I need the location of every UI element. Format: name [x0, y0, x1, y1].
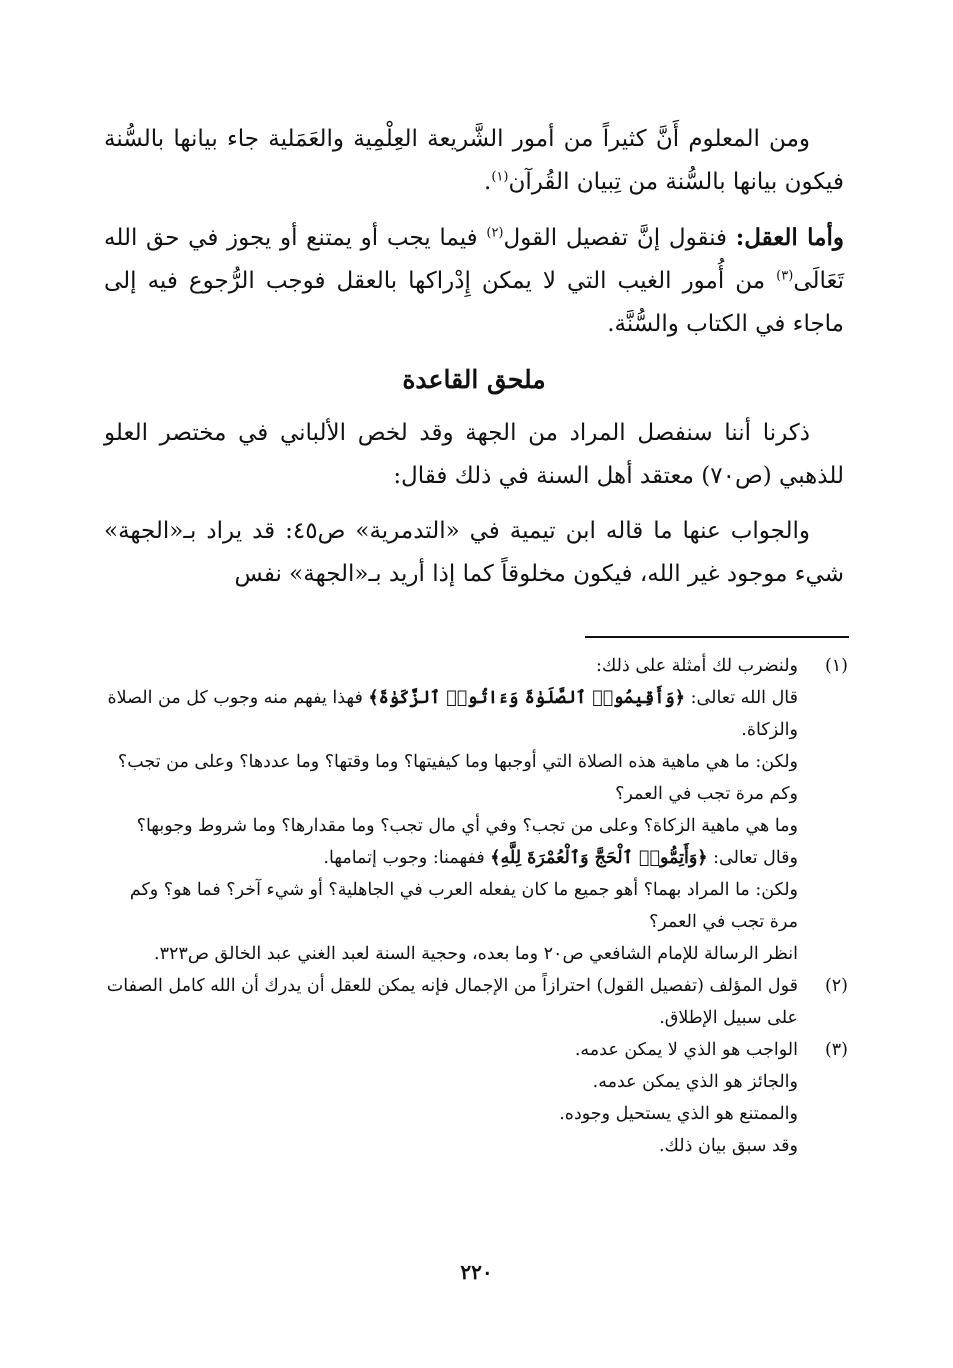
footnote-number: (٢) — [824, 976, 848, 996]
main-text — [104, 118, 844, 608]
footnotes — [104, 650, 848, 1162]
page-number: ٢٢٠ — [460, 1260, 493, 1284]
footnote-ref-1: (١) — [491, 169, 509, 185]
reason-lead: وأما العقل: — [735, 224, 844, 251]
quran-verse: ﴿وَأَقِيمُوا۟ ٱلصَّلَوٰةَ وَءَاتُوا۟ ٱلزَّكَوٰةَ﴾ — [368, 688, 686, 708]
paragraph-appendix-2: والجواب عنها ما قاله ابن تيمية في «التدمرية» ص٤٥: قد يراد بـ«الجهة» شيء موجود غير الله، فيكون مخلوقاً كما إذا أريد بـ«الجهة» نفس — [104, 518, 844, 587]
paragraph-sunnah: ومن المعلوم أَنَّ كثيراً من أمور الشَّريعة العِلْمِية والعَمَلية جاء بيانها بالسُّنة فيكون بيانها بالسُّنة من تِبيان القُرآن$^{(١)}$. — [104, 126, 844, 195]
footnote-separator — [585, 636, 849, 638]
footnote-ref-3: (٣) — [776, 268, 794, 284]
footnote-2: (٢) قول المؤلف (تفصيل القول) احترازاً من الإجمال فإنه يمكن للعقل أن يدرك أن الله كامل الصفات على سبيل الإطلاق. — [104, 970, 848, 1034]
footnote-number: (٣) — [824, 1040, 848, 1060]
quran-verse: ﴿وَأَتِمُّوا۟ ٱلْحَجَّ وَٱلْعُمْرَةَ لِلَّهِ﴾ — [490, 848, 708, 868]
footnote-ref-2: (٢) — [486, 225, 504, 241]
footnote-number: (١) — [824, 656, 848, 676]
footnote-1: (١) ولنضرب لك أمثلة على ذلك: قال الله تعالى: ﴿وَأَقِيمُوا۟ ٱلصَّلَوٰةَ وَءَاتُوا۟ ٱلزَّكَوٰةَ﴾ فهذا يفهم منه وجوب كل من الصلاة والزكاة. ولكن: ما هي ماهية هذه الصلاة التي أوجبها وما كيفيتها؟ وما وقتها؟ وما عددها؟ وعلى من تجب؟ وكم مرة تجب في العمر؟ وما هي ماهية الزكاة؟ وعلى من تجب؟ وفي أي مال تجب؟ وما مقدارها؟ وما شروط وجوبها؟ وقال تعالى: ﴿وَأَتِمُّوا۟ ٱلْحَجَّ وَٱلْعُمْرَةَ لِلَّهِ﴾ ففهمنا: وجوب إتمامها. ولكن: ما المراد بهما؟ أهو جميع ما كان يفعله العرب في الجاهلية؟ أو شيء آخر؟ فما هو؟ وكم مرة تجب في العمر؟ انظر الرسالة للإمام الشافعي ص٢٠ وما بعده، وحجية السنة لعبد الغني عبد الخالق ص٣٢٣. — [104, 650, 848, 970]
footnote-3: (٣) الواجب هو الذي لا يمكن عدمه. والجائز هو الذي يمكن عدمه. والممتنع هو الذي يستحيل وجوده. وقد سبق بيان ذلك. — [104, 1034, 848, 1162]
section-heading: ملحق القاعدة — [402, 365, 546, 394]
paragraph-appendix-1: ذكرنا أننا سنفصل المراد من الجهة وقد لخص الألباني في مختصر العلو للذهبي (ص٧٠) معتقد أهل السنة في ذلك فقال: — [104, 420, 844, 489]
paragraph-reason: وأما العقل: فنقول إنَّ تفصيل القول$^{(٢)}$ فيما يجب أو يمتنع أو يجوز في حق الله تَعَالَى$^{(٣)}$ من أُمور الغيب التي لا يمكن إِدْراكها بالعقل فوجب الرُّجوع فيه إلى ماجاء في الكتاب والسُّنَّة. — [104, 224, 844, 337]
